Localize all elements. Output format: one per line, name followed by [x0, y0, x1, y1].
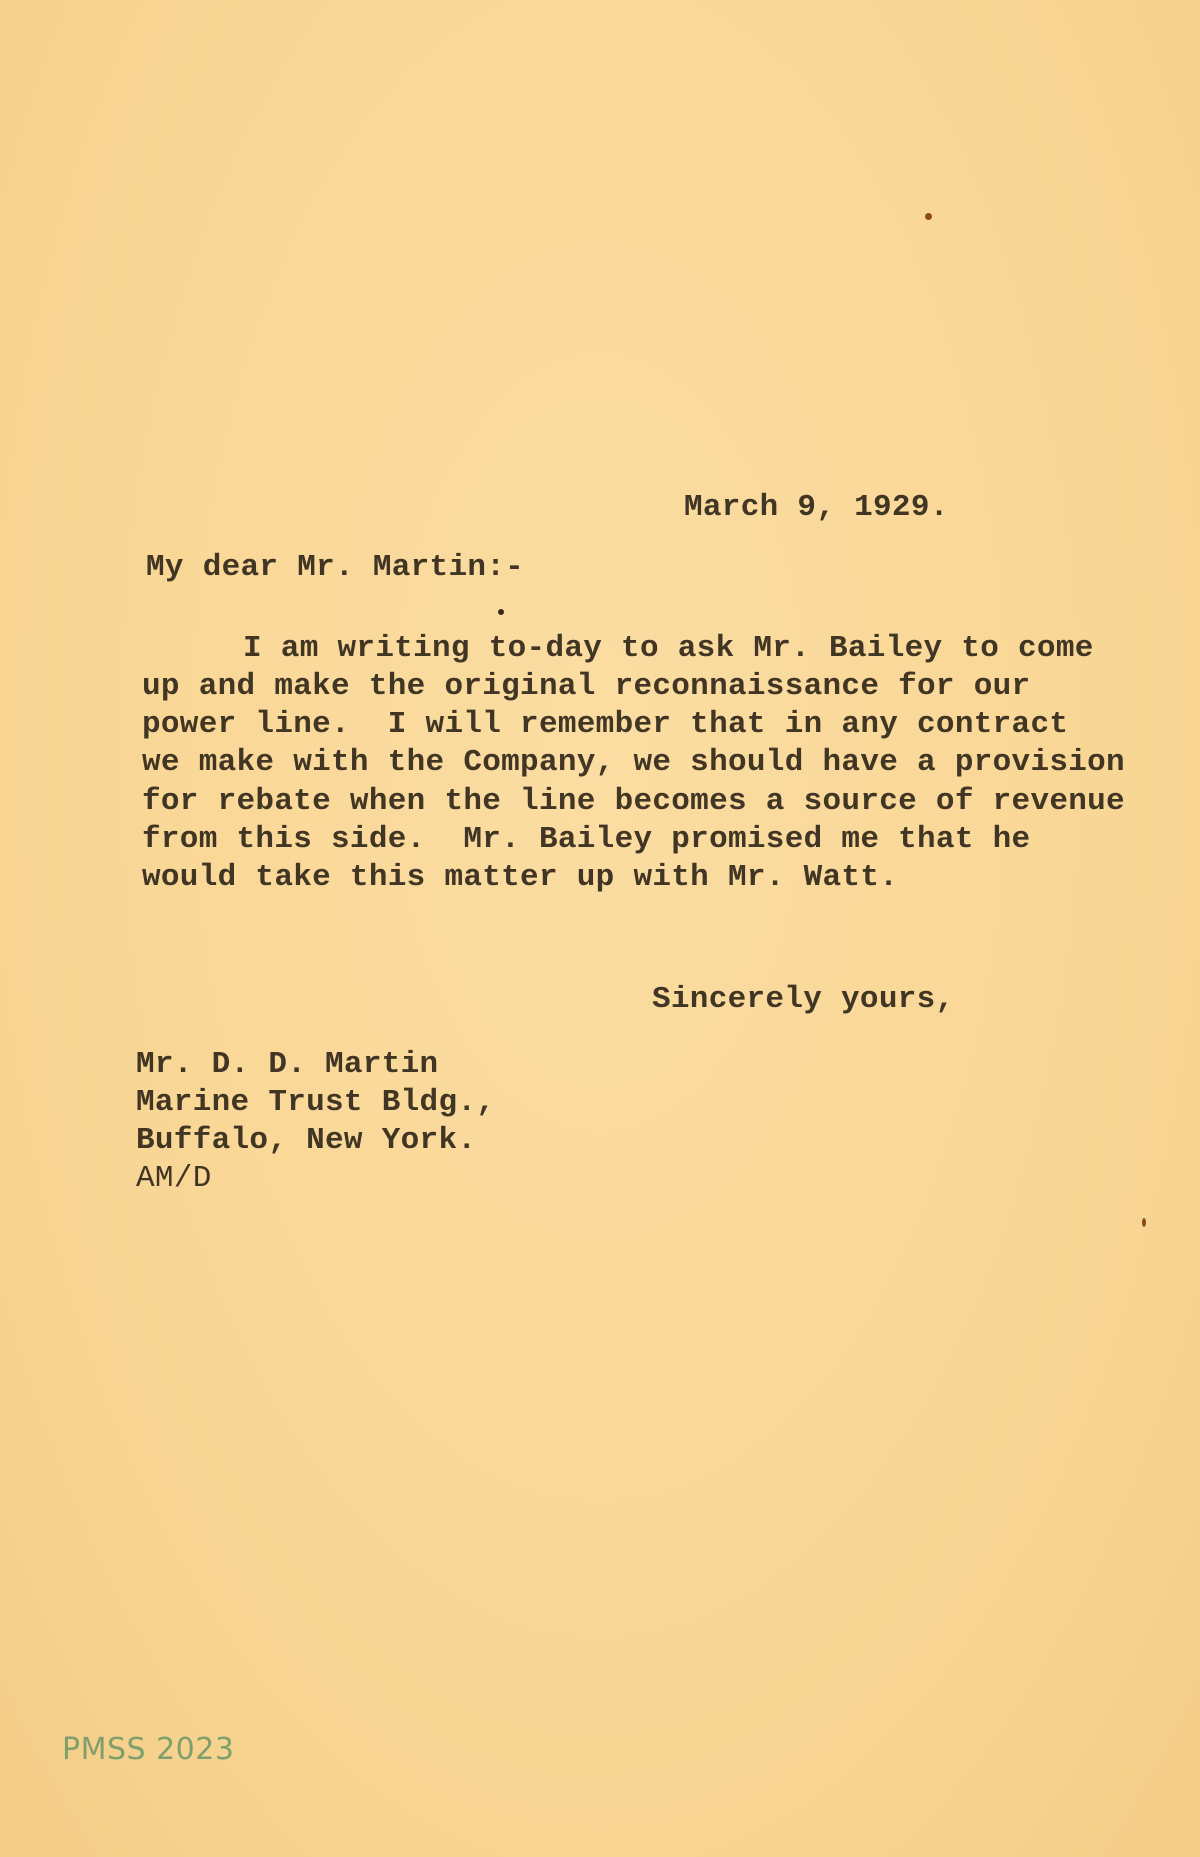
- body-line: power line. I will remember that in any contract: [142, 707, 1069, 742]
- closing: Sincerely yours,: [652, 982, 955, 1017]
- body-line: up and make the original reconnaissance for our: [142, 669, 1031, 704]
- salutation: My dear Mr. Martin:-: [146, 550, 525, 585]
- address-line: Marine Trust Bldg.,: [136, 1085, 496, 1120]
- paper-speck: [1142, 1218, 1146, 1227]
- reference-initials: AM/D: [136, 1161, 212, 1196]
- address-line: Buffalo, New York.: [136, 1123, 477, 1158]
- paper-speck: [498, 609, 504, 615]
- body-line: from this side. Mr. Bailey promised me that he: [142, 822, 1031, 857]
- letter-date: March 9, 1929.: [684, 490, 949, 525]
- paper-speck: [925, 213, 932, 220]
- watermark: PMSS 2023: [62, 1732, 235, 1767]
- body-line: we make with the Company, we should have a provision: [142, 745, 1125, 780]
- body-line: for rebate when the line becomes a source of revenue: [142, 784, 1125, 819]
- address-line: Mr. D. D. Martin: [136, 1047, 439, 1082]
- body-line: would take this matter up with Mr. Watt.: [142, 860, 899, 895]
- body-line: I am writing to-day to ask Mr. Bailey to come: [243, 631, 1094, 666]
